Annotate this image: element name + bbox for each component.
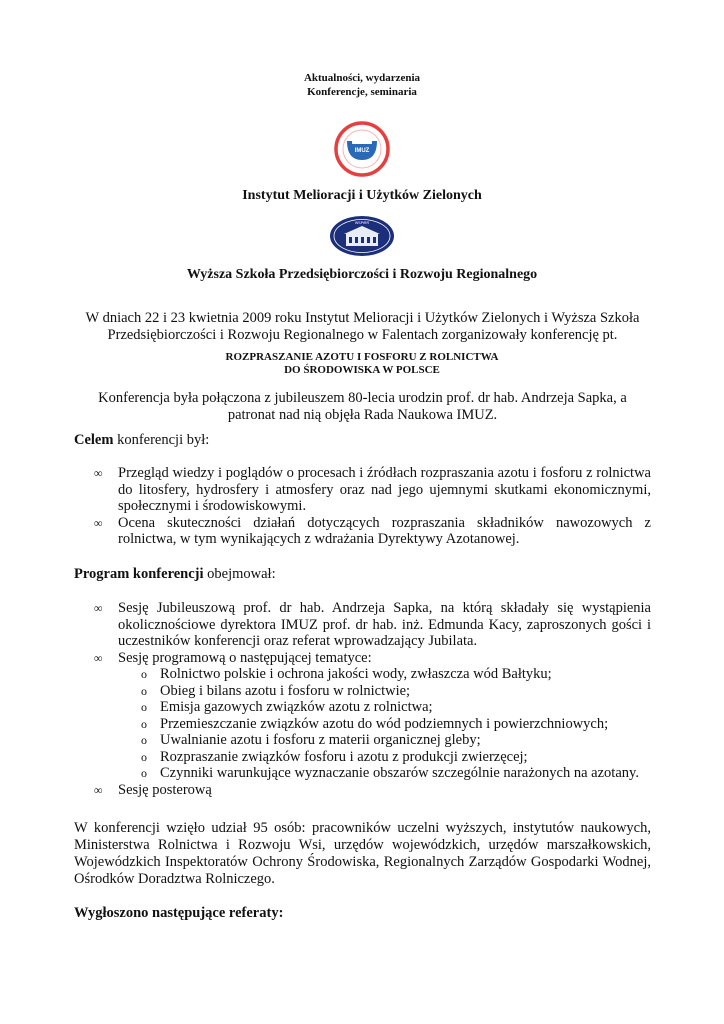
program-heading [74, 566, 651, 583]
list-item [118, 683, 651, 700]
list-item [118, 699, 651, 716]
goal-heading [74, 432, 651, 449]
program-heading-bold: Program konferencji [74, 566, 204, 582]
list-item [74, 600, 651, 650]
goal-list [74, 465, 651, 548]
school-name: Wyższa Szkoła Przedsiębiorczości i Rozwoju Regionalnego [186, 267, 538, 282]
jubilee-paragraph [74, 390, 651, 424]
papers-heading [74, 905, 651, 922]
conference-title-line-1: ROZPRASZANIE AZOTU I FOSFORU Z ROLNICTWA [225, 351, 499, 363]
goal-item-text: Przegląd wiedzy i poglądów o procesach i źródłach rozpraszania azotu i fosforu z rolnictwa do litosfery, hydrosfery i atmosfery oraz nad jego ujemnymi skutkami ekonomicznymi, społecznymi i środowiskowymi. [118, 465, 651, 514]
circle-bullet-icon: o [141, 749, 147, 764]
intro-paragraph [74, 310, 651, 344]
papers-heading-bold: Wygłoszono następujące referaty: [74, 905, 284, 921]
school-logo-icon [329, 215, 395, 257]
imuz-logo-icon [333, 120, 391, 178]
list-item [118, 732, 651, 749]
list-item [118, 666, 651, 683]
topic-text: Emisja gazowych związków azotu z rolnictwa; [160, 699, 433, 715]
topic-text: Uwalnianie azotu i fosforu z materii organicznej gleby; [160, 732, 481, 748]
institute-name: Instytut Melioracji i Użytków Zielonych [242, 188, 482, 203]
circle-bullet-icon: o [141, 667, 147, 681]
imuz-logo-text: IMUZ [354, 148, 370, 154]
circle-bullet-icon: o [141, 700, 147, 714]
circle-bullet-icon: o [141, 733, 147, 747]
circle-bullet-icon: o [141, 766, 147, 780]
list-item [74, 650, 651, 782]
infinity-bullet-icon: ∞ [94, 601, 103, 615]
list-item [118, 716, 651, 733]
list-item [74, 465, 651, 515]
program-list [74, 600, 651, 798]
infinity-bullet-icon: ∞ [94, 515, 103, 530]
goal-heading-rest: konferencji był: [113, 432, 210, 448]
topic-text: Rozpraszanie związków fosforu i azotu z produkcji zwierzęcej; [160, 748, 528, 765]
list-item [118, 749, 651, 766]
topic-text: Przemieszczanie związków azotu do wód podziemnych i powierzchniowych; [160, 715, 609, 732]
program-heading-rest: obejmował: [203, 566, 276, 582]
intro-line-1: W dniach 22 i 23 kwietnia 2009 roku Instytut Melioracji i Użytków Zielonych i Wyższa Szkoła [85, 310, 640, 326]
program-item-session: Sesję programową o następującej tematyce: [118, 649, 372, 666]
jubilee-line-1: Konferencja była połączona z jubileuszem 80-lecia urodzin prof. dr hab. Andrzeja Sapka, a [98, 390, 627, 406]
list-item [118, 765, 651, 782]
program-item-poster: Sesję posterową [118, 781, 212, 798]
topic-text: Obieg i bilans azotu i fosforu w rolnictwie; [160, 682, 411, 699]
conference-title-line-2: DO ŚRODOWISKA W POLSCE [284, 364, 440, 376]
goal-item-text: Ocena skuteczności działań dotyczących rozpraszania składników nawozowych z rolnictwa, w tym wynikających z wdrażania Dyrektywy Azotanowej. [118, 514, 651, 547]
header-category: Aktualności, wydarzenia [303, 72, 421, 84]
infinity-bullet-icon: ∞ [94, 650, 103, 665]
infinity-bullet-icon: ∞ [94, 466, 103, 480]
goal-heading-bold: Celem [74, 432, 114, 448]
header-subcategory: Konferencje, seminaria [307, 86, 417, 98]
list-item [74, 515, 651, 548]
topic-text: Czynniki warunkujące wyznaczanie obszarów szczególnie narażonych na azotany. [160, 765, 639, 781]
list-item [74, 782, 651, 799]
circle-bullet-icon: o [141, 716, 147, 731]
participants-paragraph: W konferencji wzięło udział 95 osób: pracowników uczelni wyższych, instytutów naukowych, Ministerstwa Rolnictwa i Rozwoju Wsi, urzędów wojewódzkich, urzędów marszałkowskich, Wojewódzkich Inspektoratów Ochrony Środowiska, Regionalnych Zarządów Gospodarki Wodnej, Ośrodków Doradztwa Rolniczego. [74, 820, 651, 887]
school-logo-text: WSPiRR [354, 221, 370, 225]
conference-title [0, 351, 724, 377]
intro-line-2: Przedsiębiorczości i Rozwoju Regionalnego w Falentach zorganizowały konferencję pt. [107, 327, 618, 343]
topic-list [118, 666, 651, 782]
circle-bullet-icon: o [141, 683, 147, 698]
infinity-bullet-icon: ∞ [94, 782, 103, 797]
jubilee-line-2: patronat nad nią objęła Rada Naukowa IMUZ. [227, 407, 498, 423]
program-item-jubilee: Sesję Jubileuszową prof. dr hab. Andrzeja Sapka, na którą składały się wystąpienia okolicznościowe dyrektora IMUZ prof. dr hab. inż. Edmunda Kacy, zaproszonych gości i uczestników konferencji oraz referat wprowadzający Jubilata. [118, 600, 651, 649]
topic-text: Rolnictwo polskie i ochrona jakości wody, zwłaszcza wód Bałtyku; [160, 666, 552, 682]
